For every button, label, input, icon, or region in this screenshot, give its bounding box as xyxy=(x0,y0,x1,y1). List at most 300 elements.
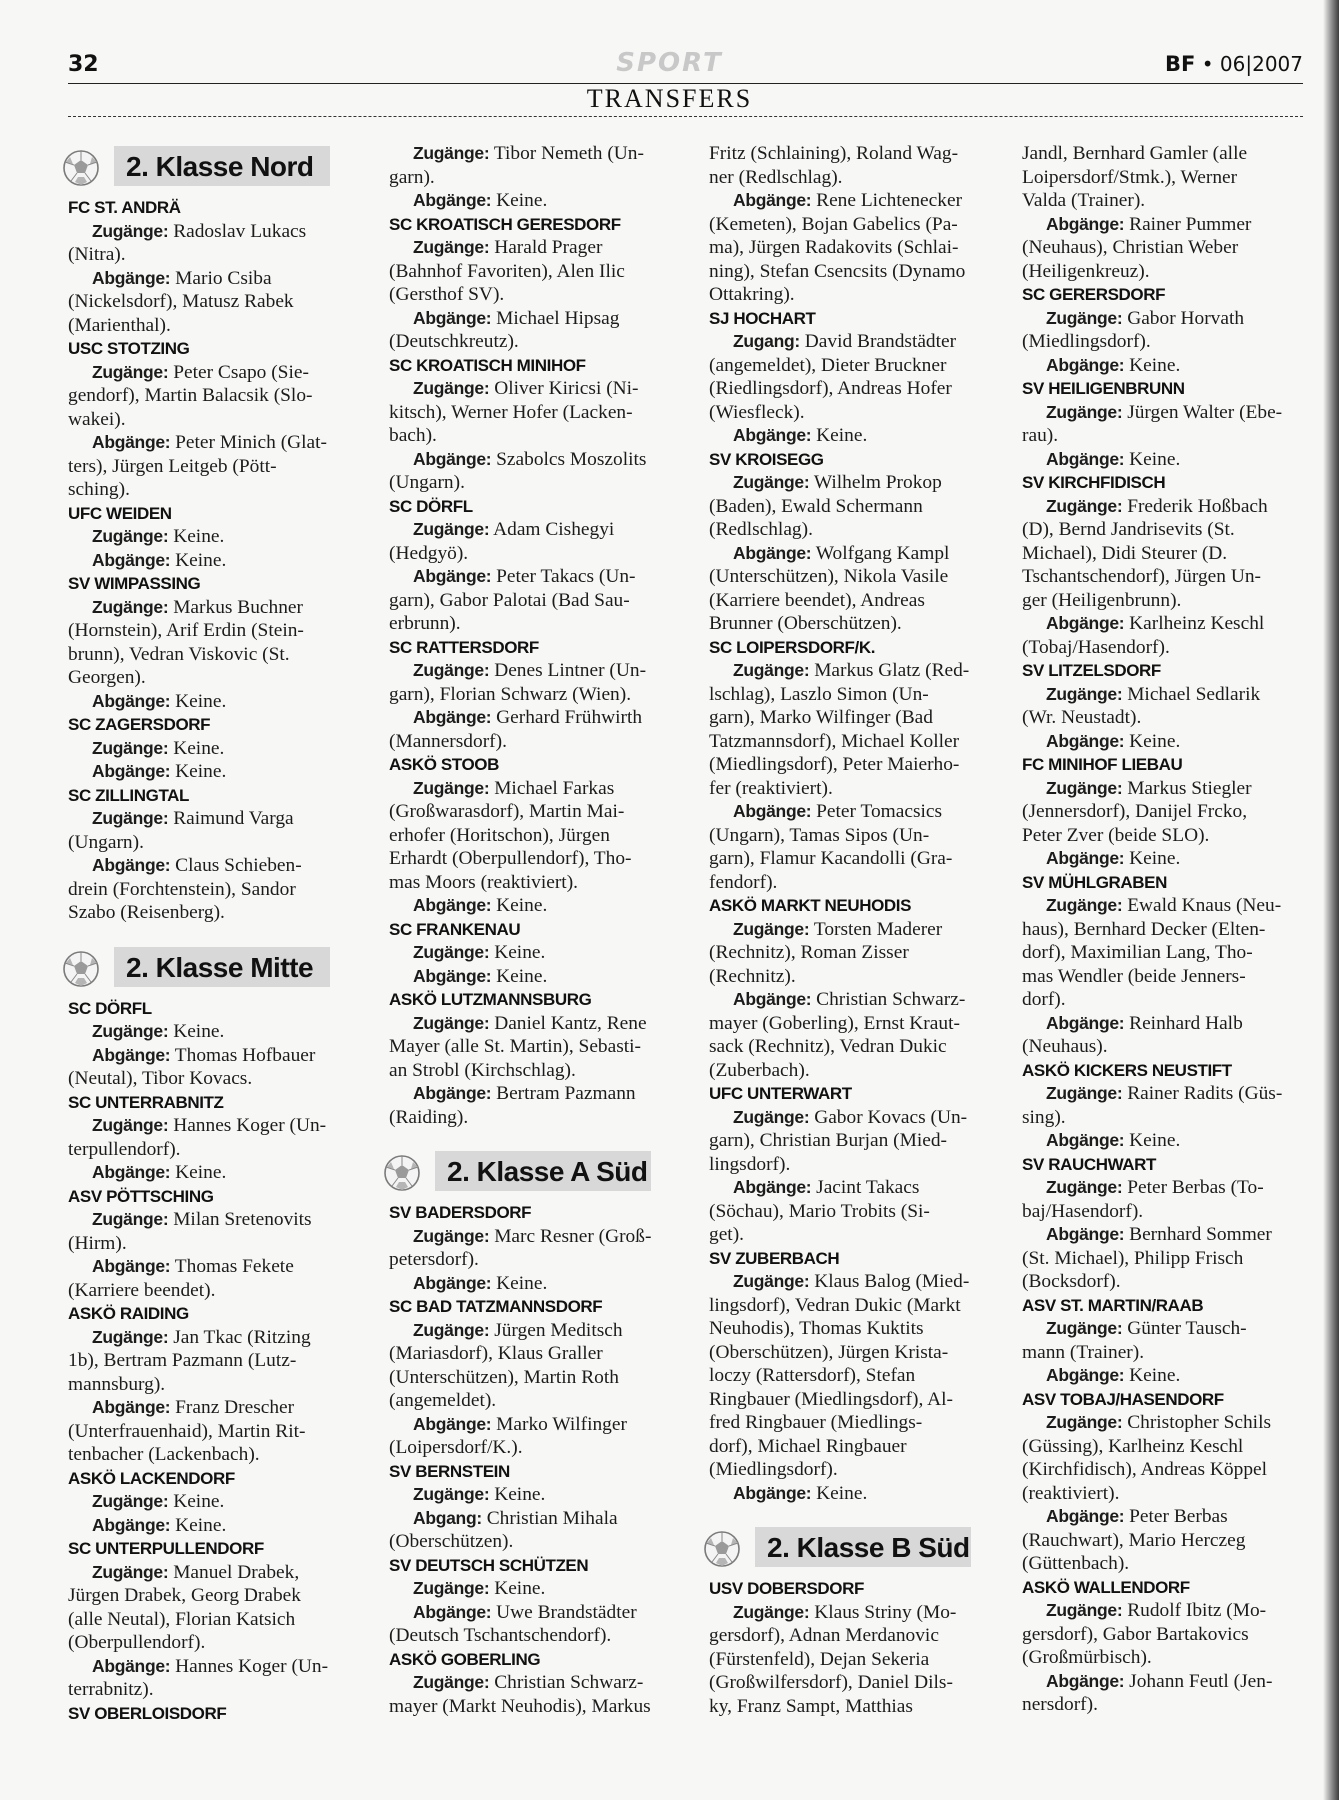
text-line: (Hornstein), Arif Erdin (Stein- xyxy=(68,620,304,641)
text-line: (St. Michael), Philipp Frisch xyxy=(1022,1247,1244,1269)
text-line: ner (Redlschlag). xyxy=(709,166,843,188)
club-name: SC ZAGERSDORF xyxy=(68,715,211,734)
transfer-label: Zugänge: xyxy=(92,1021,169,1041)
text-line: baj/Hasendorf). xyxy=(1022,1200,1144,1222)
text-line: (Bahnhof Favoriten), Alen Ilic xyxy=(389,260,625,282)
transfer-text: Karlheinz Keschl xyxy=(1124,613,1265,634)
transfer-label: Zugänge: xyxy=(733,660,810,680)
transfer-text: Szabolcs Moszolits xyxy=(491,448,647,470)
transfer-text: Christian Schwarz- xyxy=(489,1672,644,1693)
transfer-text: Harald Prager xyxy=(489,237,603,258)
transfer-label: Zugänge: xyxy=(92,1209,169,1229)
transfer-text: Peter Tomacsics xyxy=(811,801,943,822)
transfer-label: Abgänge: xyxy=(92,267,171,288)
transfer-entry xyxy=(68,525,330,549)
text-line: 1b), Bertram Pazmann (Lutz- xyxy=(68,1350,297,1371)
text-line: ning), Stefan Csencsits (Dynamo xyxy=(709,260,966,282)
transfer-entry xyxy=(709,189,971,213)
transfer-entry xyxy=(389,1507,651,1531)
transfer-entry xyxy=(1022,1317,1284,1341)
text-line: Tatzmannsdorf), Michael Koller xyxy=(709,730,960,752)
text-line: gendorf), Martin Balacsik (Slo- xyxy=(68,385,313,406)
club-name: ASV PÖTTSCHING xyxy=(68,1186,214,1206)
text-line: (Karriere beendet), Andreas xyxy=(709,589,925,611)
text-line: Jürgen Drabek, Georg Drabek xyxy=(68,1585,301,1606)
text-line: Neuhodis), Thomas Kuktits xyxy=(709,1318,924,1339)
text-line: (Mannersdorf). xyxy=(389,730,507,752)
club-name: SV ZUBERBACH xyxy=(709,1248,840,1268)
transfer-text: Jacint Takacs xyxy=(811,1177,920,1198)
transfer-entry xyxy=(709,1176,971,1200)
transfer-text: Keine. xyxy=(1124,730,1181,752)
transfer-label: Abgänge: xyxy=(733,425,812,445)
transfer-label: Zugänge: xyxy=(413,1672,490,1692)
text-line: (Güttenbach). xyxy=(1022,1553,1130,1574)
transfer-entry xyxy=(68,760,330,784)
club-name: ASKÖ LUTZMANNSBURG xyxy=(389,990,592,1009)
transfer-text: Keine. xyxy=(170,1162,227,1183)
text-line: petersdorf). xyxy=(389,1249,479,1270)
transfer-label: Abgänge: xyxy=(1046,848,1125,868)
text-line: (Wr. Neustadt). xyxy=(1022,707,1142,728)
transfer-text: Ewald Knaus (Neu- xyxy=(1122,895,1282,916)
text-line: (Oberschützen), Jürgen Krista- xyxy=(709,1341,949,1363)
transfer-entry xyxy=(68,690,330,714)
transfer-entry xyxy=(1022,1129,1284,1153)
text-line: (Söchau), Mario Trobits (Si- xyxy=(709,1200,930,1222)
text-line: (Großwilfersdorf), Daniel Dils- xyxy=(709,1672,953,1693)
transfer-label: Zugänge: xyxy=(733,1601,810,1622)
transfer-entry xyxy=(1022,894,1284,918)
soccer-ball-icon xyxy=(377,1149,427,1197)
text-line: ky, Franz Sampt, Matthias xyxy=(709,1695,913,1717)
transfer-label: Zugänge: xyxy=(733,472,810,492)
transfer-label: Zugänge: xyxy=(733,918,810,939)
transfer-entry xyxy=(389,1012,651,1036)
transfer-entry xyxy=(389,894,651,918)
transfer-label: Zugänge: xyxy=(1046,895,1123,915)
text-line: brunn), Vedran Viskovic (St. xyxy=(68,643,290,665)
transfer-label: Zugänge: xyxy=(413,1484,490,1504)
text-line: terpullendorf). xyxy=(68,1138,181,1160)
transfer-entry xyxy=(68,1161,330,1185)
transfer-label: Zugänge: xyxy=(92,526,169,546)
transfer-label: Zugänge: xyxy=(92,1491,169,1511)
club-name: ASKÖ GOBERLING xyxy=(389,1649,541,1669)
transfer-text: Keine. xyxy=(170,761,227,782)
transfer-entry xyxy=(389,1082,651,1106)
text-line: get). xyxy=(709,1224,744,1245)
transfer-text: Thomas Hofbauer xyxy=(170,1044,316,1066)
text-line: (Oberschützen). xyxy=(389,1531,514,1552)
transfer-entry xyxy=(389,965,651,989)
soccer-ball-icon xyxy=(697,1525,747,1573)
transfer-text: Gerhard Frühwirth xyxy=(491,707,643,728)
text-column-2 xyxy=(389,142,651,1718)
transfer-label: Abgänge: xyxy=(733,190,812,210)
text-line: mas Wendler (beide Jenners- xyxy=(1022,965,1246,987)
transfer-entry xyxy=(389,189,651,213)
club-name: SC DÖRFL xyxy=(68,998,152,1018)
transfer-entry xyxy=(68,1514,330,1538)
text-line: lingsdorf). xyxy=(709,1153,791,1175)
transfer-label: Abgänge: xyxy=(413,1272,492,1293)
text-line: (Hirm). xyxy=(68,1232,127,1254)
transfer-entry xyxy=(389,659,651,683)
text-line: (reaktiviert). xyxy=(1022,1482,1120,1504)
league-title: 2. Klasse Mitte xyxy=(126,951,314,983)
transfer-entry xyxy=(68,361,330,385)
text-line: ger (Heiligenbrunn). xyxy=(1022,589,1182,611)
text-line: Loipersdorf/Stmk.), Werner xyxy=(1022,166,1238,188)
text-line: Ottakring). xyxy=(709,284,795,305)
transfer-label: Zugänge: xyxy=(413,378,490,398)
club-name: ASKÖ STOOB xyxy=(389,755,499,774)
text-line: ma), Jürgen Radakovits (Schlai- xyxy=(709,237,959,258)
transfer-entry xyxy=(1022,730,1284,754)
transfer-entry xyxy=(68,807,330,831)
transfer-text: Hannes Koger (Un- xyxy=(168,1115,327,1136)
club-name: USC STOTZING xyxy=(68,339,190,358)
transfer-label: Zugang: xyxy=(733,331,800,351)
transfer-entry xyxy=(1022,777,1284,801)
club-name: ASKÖ LACKENDORF xyxy=(68,1468,235,1488)
text-line: (Miedlingsdorf), Peter Maierho- xyxy=(709,754,960,775)
text-line: an Strobl (Kirchschlag). xyxy=(389,1059,576,1081)
text-line: (Deutsch Tschantschendorf). xyxy=(389,1625,612,1646)
transfer-label: Abgänge: xyxy=(1046,1506,1125,1526)
transfer-text: Torsten Maderer xyxy=(809,918,943,940)
text-line: fred Ringbauer (Miedlings- xyxy=(709,1412,923,1433)
text-line: Valda (Trainer). xyxy=(1022,190,1146,211)
text-line: ters), Jürgen Leitgeb (Pött- xyxy=(68,455,277,477)
transfer-text: Keine. xyxy=(489,1484,546,1505)
transfer-entry xyxy=(389,1671,651,1695)
transfer-label: Abgänge: xyxy=(92,690,171,711)
transfer-text: Franz Drescher xyxy=(170,1397,295,1418)
text-line: Fritz (Schlaining), Roland Wag- xyxy=(709,143,959,164)
page-title: TRANSFERS xyxy=(586,84,753,113)
text-line: (D), Bernd Jandrisevits (St. xyxy=(1022,519,1235,540)
text-line: dorf), Michael Ringbauer xyxy=(709,1435,907,1457)
text-line: Brunner (Oberschützen). xyxy=(709,613,902,634)
transfer-text: Michael Farkas xyxy=(489,777,615,799)
text-line: (angemeldet). xyxy=(389,1390,497,1411)
transfer-label: Abgänge: xyxy=(1046,613,1125,633)
club-name: ASKÖ KICKERS NEUSTIFT xyxy=(1022,1060,1232,1080)
text-line: Ringbauer (Miedlingsdorf), Al- xyxy=(709,1388,953,1410)
transfer-text: Christian Schwarz- xyxy=(811,989,966,1010)
transfer-entry xyxy=(389,1413,651,1437)
transfer-label: Zugänge: xyxy=(1046,1600,1123,1620)
text-line: Erhardt (Oberpullendorf), Tho- xyxy=(389,848,632,869)
transfer-label: Abgänge: xyxy=(92,761,171,781)
transfer-text: Denes Lintner (Un- xyxy=(489,660,647,681)
transfer-entry xyxy=(709,800,971,824)
text-line: kitsch), Werner Hofer (Lacken- xyxy=(389,401,633,423)
text-line: (Raiding). xyxy=(389,1106,469,1128)
transfer-label: Zugänge: xyxy=(1046,1083,1123,1103)
transfer-entry xyxy=(709,1601,971,1625)
transfer-entry xyxy=(68,267,330,291)
text-line: (Ungarn). xyxy=(68,831,144,853)
transfer-text: Keine. xyxy=(1124,1365,1181,1386)
transfer-label: Zugänge: xyxy=(92,1561,169,1582)
transfer-label: Zugänge: xyxy=(1046,777,1123,798)
transfer-text: Bernhard Sommer xyxy=(1124,1224,1272,1245)
transfer-text: Keine. xyxy=(811,425,868,446)
text-line: gersdorf), Gabor Bartakovics xyxy=(1022,1623,1249,1645)
text-line: (Neuhaus), Christian Weber xyxy=(1022,237,1239,258)
transfer-label: Zugänge: xyxy=(413,1319,490,1340)
transfer-label: Zugänge: xyxy=(413,1225,490,1246)
transfer-text: Jürgen Walter (Ebe- xyxy=(1122,401,1283,423)
transfer-entry xyxy=(1022,213,1284,237)
transfer-label: Abgänge: xyxy=(92,549,171,570)
transfer-text: Peter Minich (Glat- xyxy=(170,432,327,453)
transfer-entry xyxy=(389,236,651,260)
transfer-text: Gabor Kovacs (Un- xyxy=(809,1106,968,1128)
transfer-label: Abgänge: xyxy=(92,855,171,875)
text-line: gersdorf), Adnan Merdanovic xyxy=(709,1625,939,1646)
transfer-text: Reinhard Halb xyxy=(1124,1012,1243,1034)
transfer-label: Abgänge: xyxy=(1046,1224,1125,1244)
text-line: sack (Rechnitz), Vedran Dukic xyxy=(709,1036,947,1057)
text-line: (Hedgyö). xyxy=(389,542,469,564)
transfer-entry xyxy=(68,737,330,761)
text-line: (Neutal), Tibor Kovacs. xyxy=(68,1068,253,1089)
transfer-entry xyxy=(68,549,330,573)
text-line: (Ungarn), Tamas Sipos (Un- xyxy=(709,824,930,846)
club-name: SV DEUTSCH SCHÜTZEN xyxy=(389,1555,589,1575)
club-name: FC MINIHOF LIEBAU xyxy=(1022,755,1183,774)
club-name: SC UNTERPULLENDORF xyxy=(68,1539,264,1558)
transfer-entry xyxy=(68,1490,330,1514)
transfer-text: Markus Stiegler xyxy=(1122,777,1252,799)
text-line: (Großwarasdorf), Martin Mai- xyxy=(389,801,625,822)
club-name: SC GERERSDORF xyxy=(1022,285,1166,304)
text-line: (alle Neutal), Florian Katsich xyxy=(68,1608,296,1630)
transfer-entry xyxy=(1022,1364,1284,1388)
text-line: erbrunn). xyxy=(389,613,461,634)
text-line: (Baden), Ewald Schermann xyxy=(709,495,923,517)
text-line: (Rechnitz). xyxy=(709,965,796,987)
transfer-entry xyxy=(709,659,971,683)
transfer-label: Zugänge: xyxy=(413,1012,490,1033)
league-section-heading xyxy=(389,1147,651,1201)
club-name: SV BADERSDORF xyxy=(389,1203,532,1222)
transfer-entry xyxy=(389,518,651,542)
transfer-label: Abgänge: xyxy=(413,895,492,915)
club-name: SC KROATISCH MINIHOF xyxy=(389,355,586,375)
transfer-label: Abgänge: xyxy=(92,432,171,452)
transfer-text: Claus Schieben- xyxy=(170,855,302,876)
transfer-entry xyxy=(1022,495,1284,519)
text-line: (Mariasdorf), Klaus Graller xyxy=(389,1343,603,1364)
transfer-text: Rudolf Ibitz (Mo- xyxy=(1122,1600,1267,1621)
transfer-entry xyxy=(389,1272,651,1296)
transfer-text: Frederik Hoßbach xyxy=(1122,495,1268,517)
text-line: (Rechnitz), Roman Zisser xyxy=(709,942,909,963)
club-name: SC RATTERSDORF xyxy=(389,637,539,657)
transfer-label: Zugänge: xyxy=(413,1578,490,1598)
club-name: SC LOIPERSDORF/K. xyxy=(709,637,876,657)
transfer-entry xyxy=(389,377,651,401)
text-line: (Wiesfleck). xyxy=(709,401,805,423)
transfer-text: Markus Glatz (Red- xyxy=(809,660,970,681)
soccer-ball-icon xyxy=(56,945,106,993)
transfer-text: Keine. xyxy=(168,526,225,547)
transfer-text: Raimund Varga xyxy=(168,808,294,829)
transfer-label: Abgänge: xyxy=(413,566,492,586)
text-line: mas Moors (reaktiviert). xyxy=(389,871,579,893)
transfer-entry xyxy=(389,777,651,801)
text-line: (Nitra). xyxy=(68,244,126,265)
text-line: Peter Zver (beide SLO). xyxy=(1022,824,1210,846)
transfer-label: Abgänge: xyxy=(1046,1365,1125,1385)
transfer-text: Rene Lichtenecker xyxy=(811,190,963,211)
text-line: (Gersthof SV). xyxy=(389,284,505,305)
club-name: SC KROATISCH GERESDORF xyxy=(389,214,621,234)
transfer-text: Keine. xyxy=(170,1514,227,1536)
transfer-label: Abgänge: xyxy=(1046,213,1125,234)
transfer-text: Michael Sedlarik xyxy=(1122,683,1261,705)
transfer-entry xyxy=(389,1319,651,1343)
dashed-divider xyxy=(68,116,1303,117)
transfer-label: Abgänge: xyxy=(733,989,812,1009)
text-column-3 xyxy=(709,142,971,1718)
text-line: Jandl, Bernhard Gamler (alle xyxy=(1022,143,1248,164)
text-line: (Unterschützen), Martin Roth xyxy=(389,1366,619,1388)
text-line: (Kemeten), Bojan Gabelics (Pa- xyxy=(709,213,958,235)
transfer-text: Mario Csiba xyxy=(170,267,272,289)
transfer-label: Zugänge: xyxy=(413,660,490,680)
transfer-text: Peter Csapo (Sie- xyxy=(168,361,309,383)
text-line: bach). xyxy=(389,425,437,446)
text-line: (Großmürbisch). xyxy=(1022,1647,1152,1668)
transfer-entry xyxy=(1022,401,1284,425)
text-line: (Jennersdorf), Danijel Frcko, xyxy=(1022,801,1248,822)
league-section-heading xyxy=(68,943,330,997)
transfer-entry xyxy=(1022,1176,1284,1200)
transfer-entry xyxy=(389,307,651,331)
transfer-text: Keine. xyxy=(1124,448,1181,470)
text-line: garn), Gabor Palotai (Bad Sau- xyxy=(389,589,630,611)
club-name: ASV ST. MARTIN/RAAB xyxy=(1022,1295,1204,1315)
transfer-label: Zugänge: xyxy=(413,942,490,962)
transfer-text: Peter Berbas xyxy=(1124,1506,1228,1527)
transfer-entry xyxy=(1022,448,1284,472)
transfer-label: Zugänge: xyxy=(413,777,490,798)
club-name: SJ HOCHART xyxy=(709,308,816,328)
text-line: Michael), Didi Steurer (D. xyxy=(1022,542,1228,564)
section-spacer xyxy=(709,1505,971,1523)
transfer-text: Adam Cishegyi xyxy=(489,519,615,540)
transfer-label: Abgänge: xyxy=(733,542,812,563)
transfer-entry xyxy=(68,1044,330,1068)
text-line: sing). xyxy=(1022,1106,1066,1128)
club-name: SC BAD TATZMANNSDORF xyxy=(389,1297,603,1316)
club-name: SV MÜHLGRABEN xyxy=(1022,872,1167,892)
transfer-text: Milan Sretenovits xyxy=(168,1209,312,1230)
transfer-text: Marc Resner (Groß- xyxy=(489,1225,652,1247)
club-name: UFC WEIDEN xyxy=(68,503,172,523)
transfer-entry xyxy=(389,142,651,166)
text-line: (Karriere beendet). xyxy=(68,1279,216,1301)
transfer-text: Peter Takacs (Un- xyxy=(491,566,636,587)
transfer-label: Zugänge: xyxy=(1046,401,1123,422)
text-line: Szabo (Reisenberg). xyxy=(68,902,225,923)
league-title: 2. Klasse Nord xyxy=(126,151,314,182)
transfer-entry xyxy=(68,1020,330,1044)
transfer-text: Peter Berbas (To- xyxy=(1122,1177,1264,1198)
transfer-text: Keine. xyxy=(489,1578,546,1599)
transfer-label: Zugänge: xyxy=(92,737,169,758)
text-line: loczy (Rattersdorf), Stefan xyxy=(709,1365,916,1386)
transfer-entry xyxy=(68,431,330,455)
text-line: (Tobaj/Hasendorf). xyxy=(1022,636,1170,658)
transfer-label: Abgänge: xyxy=(413,965,492,986)
league-title: 2. Klasse B Süd xyxy=(767,1532,970,1563)
separator-dot: • xyxy=(1201,52,1214,76)
transfer-label: Zugänge: xyxy=(733,1271,810,1291)
transfer-label: Zugänge: xyxy=(92,1326,169,1347)
publication-info xyxy=(1165,52,1303,76)
transfer-entry xyxy=(1022,354,1284,378)
transfer-entry xyxy=(1022,1411,1284,1435)
text-line: (Unterfrauenhaid), Martin Rit- xyxy=(68,1420,306,1442)
transfer-entry xyxy=(1022,1599,1284,1623)
transfer-label: Abgänge: xyxy=(413,707,492,727)
transfer-text: Keine. xyxy=(491,965,548,987)
text-column-1 xyxy=(68,142,330,1725)
transfer-entry xyxy=(1022,1223,1284,1247)
transfer-label: Abgänge: xyxy=(733,1482,812,1503)
transfer-label: Abgänge: xyxy=(92,1514,171,1535)
club-name: ASV TOBAJ/HASENDORF xyxy=(1022,1389,1224,1409)
transfer-text: Radoslav Lukacs xyxy=(168,220,307,242)
text-line: fer (reaktiviert). xyxy=(709,777,833,799)
transfer-label: Abgänge: xyxy=(1046,448,1125,469)
text-line: (Nickelsdorf), Matusz Rabek xyxy=(68,291,294,312)
transfer-text: Keine. xyxy=(170,690,227,712)
transfer-label: Abgänge: xyxy=(92,1397,171,1417)
club-name: SC ZILLINGTAL xyxy=(68,785,190,805)
text-line: tenbacher (Lackenbach). xyxy=(68,1444,260,1465)
club-name: SV KIRCHFIDISCH xyxy=(1022,473,1166,492)
transfer-entry xyxy=(68,1655,330,1679)
transfer-text: Wilhelm Prokop xyxy=(809,472,942,493)
transfer-text: Marko Wilfinger xyxy=(491,1413,627,1435)
transfer-label: Zugänge: xyxy=(413,143,490,163)
club-name: SV LITZELSDORF xyxy=(1022,661,1161,680)
transfer-text: Keine. xyxy=(491,1272,548,1294)
transfer-text: Rainer Pummer xyxy=(1124,213,1252,235)
transfer-entry xyxy=(389,1225,651,1249)
transfer-entry xyxy=(709,918,971,942)
transfer-label: Abgänge: xyxy=(92,1162,171,1182)
transfer-entry xyxy=(709,1482,971,1506)
transfer-label: Abgänge: xyxy=(413,1601,492,1622)
text-line: fendorf). xyxy=(709,871,778,893)
transfer-label: Zugänge: xyxy=(1046,1318,1123,1338)
text-line: mann (Trainer). xyxy=(1022,1341,1145,1363)
transfer-text: Bertram Pazmann xyxy=(491,1083,636,1104)
transfer-label: Zugänge: xyxy=(1046,1412,1123,1432)
transfer-label: Abgänge: xyxy=(92,1655,171,1676)
transfer-text: Thomas Fekete xyxy=(170,1256,294,1277)
club-name: SV HEILIGENBRUNN xyxy=(1022,379,1185,398)
